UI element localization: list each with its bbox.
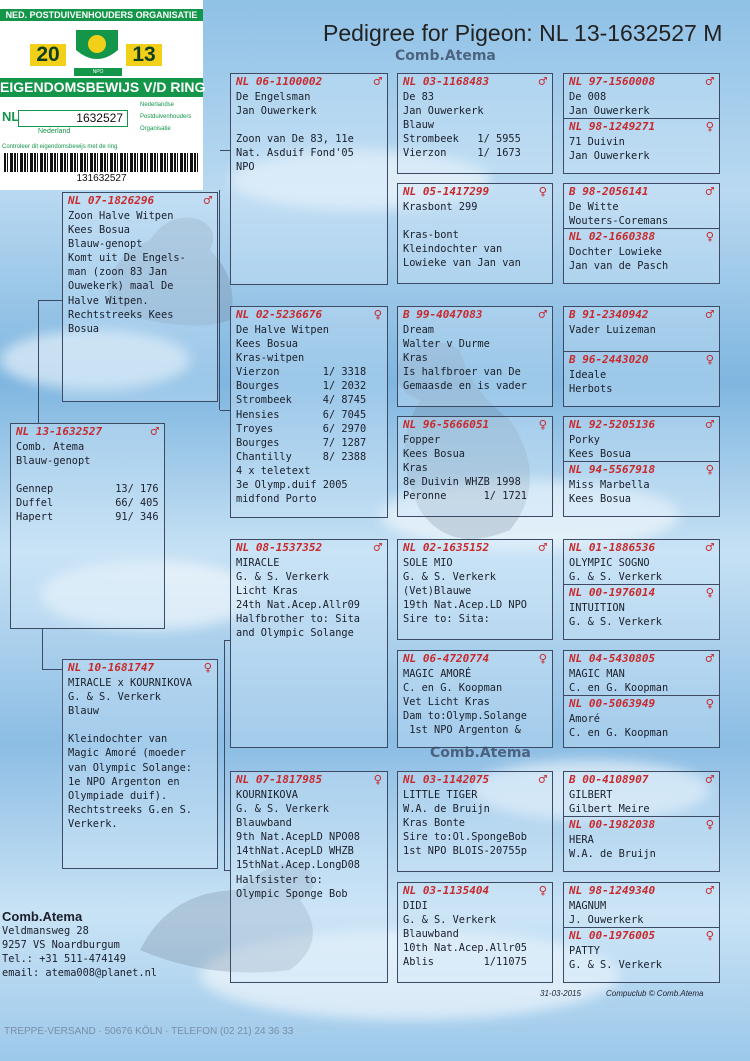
software-credit: Compuclub © Comb.Atema [606, 989, 704, 998]
ring-number: NL 03-1142075 [403, 773, 490, 786]
subject-pigeon-card [10, 423, 165, 629]
male-icon: ♂ [203, 193, 212, 209]
detail-line: 4 x teletext [236, 464, 311, 477]
connector-line [42, 629, 43, 669]
detail-line: Vierzon 1/ 3318 [236, 366, 367, 379]
detail-line: Jan Ouwerkerk [236, 105, 317, 118]
ownership-label: EIGENDOMSBEWIJS V/D RING [0, 79, 206, 95]
detail-line: 71 Duivin [569, 136, 625, 149]
detail-line: Wouters-Coremans [569, 215, 669, 228]
ancestor-pair-card [563, 882, 720, 983]
ring-number: NL 08-1537352 [236, 541, 323, 554]
detail-line: Licht Kras [236, 585, 298, 598]
ring-year-left: 20 [30, 44, 66, 66]
female-icon: ♀ [705, 119, 714, 136]
owner-name: Comb.Atema [2, 909, 83, 924]
detail-line: Blauw [68, 705, 99, 718]
detail-line: Is halfbroer van De [403, 366, 521, 379]
connector-line [42, 669, 62, 670]
detail-line: Vet Licht Kras [403, 696, 490, 709]
ring-number: NL 92-5205136 [569, 418, 656, 431]
male-icon: ♂ [150, 424, 159, 440]
detail-line: MAGNUM [569, 900, 607, 912]
ring-number: NL 00-1976014 [569, 586, 656, 600]
detail-line: SOLE MIO [403, 557, 453, 569]
detail-line: Blauw-genopt [16, 455, 91, 468]
detail-line: 3e Olymp.duif 2005 [236, 479, 348, 492]
detail-line: Kras [403, 462, 428, 475]
detail-line: Sire to:Ol.SpongeBob [403, 831, 527, 844]
detail-line: De 83 [403, 91, 434, 103]
detail-line: Dam to:Olymp.Solange [403, 710, 527, 723]
ring-number: NL 96-5666051 [403, 418, 490, 431]
detail-line: MAGIC AMORÉ [403, 668, 472, 680]
detail-line: Bosua [68, 322, 99, 335]
detail-line: G. & S. Verkerk [236, 571, 329, 584]
detail-line: Jan Ouwerkerk [403, 105, 484, 118]
detail-line: 14thNat.AcepLD WHZB [236, 845, 354, 858]
mother-pigeon-card [62, 659, 218, 869]
detail-line: Comb. Atema [16, 441, 85, 453]
detail-line: Gennep 13/ 176 [16, 483, 159, 496]
male-icon: ♂ [538, 772, 547, 788]
detail-line: G. & S. Verkerk [569, 571, 662, 584]
grandparent-pigeon-card [230, 539, 388, 748]
detail-line: De Engelsman [236, 91, 311, 103]
detail-line [236, 118, 382, 132]
detail-line: Halfbrother to: Sita [236, 613, 360, 626]
detail-line: 1st NPO Argenton & [403, 724, 521, 737]
detail-line: Zoon Halve Witpen [68, 210, 174, 222]
female-icon: ♀ [373, 307, 382, 323]
ancestor-pair-card [563, 416, 720, 517]
ring-number: NL 02-1635152 [403, 541, 490, 554]
owner-city: 9257 VS Noardburgum [2, 939, 120, 951]
detail-line: Herbots [569, 383, 613, 396]
detail-line: Verkerk. [68, 817, 118, 830]
male-icon: ♂ [373, 74, 382, 90]
ring-number: NL 98-1249340 [569, 884, 656, 897]
detail-line [68, 718, 212, 732]
detail-line: Troyes 6/ 2970 [236, 422, 367, 435]
detail-line: Komt uit De Engels- [68, 252, 186, 265]
detail-line: and Olympic Solange [236, 627, 354, 640]
detail-line: Hapert 91/ 346 [16, 511, 159, 524]
detail-line: Dream [403, 324, 434, 336]
male-icon: ♂ [373, 540, 382, 556]
detail-line: G. & S. Verkerk [68, 691, 161, 704]
connector-line [219, 190, 220, 410]
paper-stamp: TREPPE-VERSAND · 50676 KÖLN · TELEFON (02 21) 24 36 33 [4, 1026, 294, 1037]
barcode-number: 131632527 [76, 173, 127, 184]
ring-number: NL 03-1135404 [403, 884, 490, 897]
detail-line: Vierzon 1/ 1673 [403, 147, 521, 160]
detail-line: Kras [403, 352, 428, 365]
org-line: Organisatie [140, 126, 171, 132]
male-icon: ♂ [705, 417, 714, 433]
ring-emblem-text: NPO [74, 68, 122, 76]
detail-line: MIRACLE x KOURNIKOVA [68, 677, 192, 689]
org-line: Nederlandse [140, 102, 175, 108]
female-icon: ♀ [705, 462, 714, 479]
detail-line: W.A. de Bruijn [569, 848, 656, 861]
great-grandparent-pigeon-card [397, 539, 553, 640]
grandparent-pigeon-card [230, 306, 388, 518]
detail-line: van Olympic Solange: [68, 761, 192, 774]
detail-line: 19th Nat.Acep.LD NPO [403, 599, 527, 612]
ring-number: NL 00-1982038 [569, 818, 656, 832]
male-icon: ♂ [705, 540, 714, 556]
detail-line: Jan Ouwerkerk [569, 105, 650, 118]
detail-line: Olympic Sponge Bob [236, 887, 348, 900]
detail-line: man (zoon 83 Jan [68, 266, 168, 279]
male-icon: ♂ [705, 772, 714, 788]
detail-line: C. en G. Koopman [569, 682, 669, 695]
great-grandparent-pigeon-card [397, 771, 553, 872]
detail-line: (Vet)Blauwe [403, 585, 472, 598]
detail-line: Blauw-genopt [68, 238, 143, 251]
detail-line: midfond Porto [236, 493, 317, 506]
detail-line: Strombeek 4/ 8745 [236, 394, 367, 407]
detail-line: Porky [569, 434, 600, 446]
detail-line: Bourges 7/ 1287 [236, 436, 367, 449]
ancestor-pair-card [563, 183, 720, 284]
detail-line: Blauw [403, 119, 434, 132]
ring-number: NL 06-4720774 [403, 652, 490, 665]
owner-contact [2, 910, 157, 980]
detail-line: Fopper [403, 434, 441, 446]
detail-line: Kees Bosua [569, 448, 631, 461]
ring-number: NL 05-1417299 [403, 185, 490, 198]
male-icon: ♂ [705, 883, 714, 899]
detail-line: Blauwband [403, 928, 459, 941]
grandparent-pigeon-card [230, 73, 388, 285]
detail-line: C. en G. Koopman [403, 682, 503, 695]
detail-line: De Witte [569, 201, 619, 213]
male-icon: ♂ [705, 184, 714, 200]
detail-line: Ouwekerk) maal De [68, 280, 174, 293]
detail-line: Peronne 1/ 1721 [403, 490, 527, 503]
detail-line: 8e Duivin WHZB 1998 [403, 476, 521, 489]
owner-street: Veldmansweg 28 [2, 925, 89, 937]
ancestor-pair-card [563, 650, 720, 748]
ring-year-right: 13 [126, 44, 162, 66]
detail-line: Gemaasde en is vader [403, 380, 527, 393]
ancestor-pair-card [563, 306, 720, 407]
female-icon: ♀ [705, 229, 714, 246]
watermark-text: Comb.Atema [430, 745, 531, 761]
detail-line: G. & S. Verkerk [403, 914, 496, 927]
org-line: Postduivenhouders [140, 114, 192, 120]
detail-line: GILBERT [569, 789, 613, 801]
detail-line: INTUITION [569, 602, 625, 615]
detail-line: 15thNat.Acep.LongD08 [236, 859, 360, 872]
ring-number: B 91-2340942 [569, 308, 649, 321]
female-icon: ♀ [538, 651, 547, 667]
detail-line: 24th Nat.Acep.Allr09 [236, 599, 360, 612]
lion-emblem-icon [70, 24, 124, 68]
detail-line: Kleindochter van [68, 733, 168, 746]
detail-line: Kees Bosua [236, 338, 298, 351]
detail-line: Dochter Lowieke [569, 246, 662, 259]
ring-certificate [0, 0, 206, 190]
great-grandparent-pigeon-card [397, 650, 553, 748]
print-date: 31-03-2015 [540, 989, 581, 998]
detail-line: MIRACLE [236, 557, 280, 569]
connector-line [220, 410, 230, 411]
detail-line: J. Ouwerkerk [569, 914, 644, 927]
connector-line [38, 300, 62, 301]
detail-line: Kees Bosua [68, 224, 130, 237]
detail-line: Duffel 66/ 405 [16, 497, 159, 510]
detail-line [403, 214, 547, 228]
detail-line: PATTY [569, 945, 600, 958]
ring-number: B 99-4047083 [403, 308, 483, 321]
ring-number: NL 04-5430805 [569, 652, 656, 665]
detail-line: Krasbont 299 [403, 201, 478, 213]
great-grandparent-pigeon-card [397, 183, 553, 284]
watermark-text: Comb.Atema [395, 48, 496, 64]
detail-line: Sire to: Sita: [403, 613, 490, 626]
great-grandparent-pigeon-card [397, 416, 553, 517]
ring-number: NL 00-1976005 [569, 929, 656, 943]
detail-line: C. en G. Koopman [569, 727, 669, 740]
female-icon: ♀ [705, 585, 714, 602]
detail-line: G. & S. Verkerk [569, 616, 662, 629]
detail-line: G. & S. Verkerk [569, 959, 662, 972]
detail-line: OLYMPIC SOGNO [569, 557, 650, 569]
owner-email: email: atema008@planet.nl [2, 967, 157, 979]
detail-line: Strombeek 1/ 5955 [403, 133, 521, 146]
ring-org-header: NED. POSTDUIVENHOUDERS ORGANISATIE [0, 9, 203, 21]
ring-number: B 96-2443020 [569, 353, 649, 367]
owner-phone: Tel.: +31 511-474149 [2, 953, 126, 965]
detail-line: Miss Marbella [569, 479, 650, 492]
male-icon: ♂ [705, 307, 714, 323]
female-icon: ♀ [538, 883, 547, 899]
detail-line: HERA [569, 834, 594, 847]
male-icon: ♂ [538, 540, 547, 556]
ancestor-pair-card [563, 539, 720, 640]
ring-number: NL 03-1168483 [403, 75, 490, 88]
ring-number: NL 94-5567918 [569, 463, 656, 477]
detail-line [569, 337, 714, 351]
detail-line: Rechtstreeks Kees [68, 308, 174, 321]
detail-line: Kleindochter van [403, 243, 503, 256]
connector-line [220, 150, 230, 151]
detail-line: Kees Bosua [569, 493, 631, 506]
detail-line: Kras-bont [403, 229, 459, 242]
control-text: Controleer dit eigendomsbewijs met de ring [2, 144, 118, 150]
detail-line: Jan van de Pasch [569, 260, 669, 273]
father-pigeon-card [62, 192, 218, 402]
detail-line: Olympiade duif). [68, 789, 168, 802]
connector-line [38, 300, 39, 423]
ring-number: NL 01-1886536 [569, 541, 656, 554]
female-icon: ♀ [203, 660, 212, 676]
ring-number: NL 02-5236676 [236, 308, 323, 321]
great-grandparent-pigeon-card [397, 73, 553, 174]
female-icon: ♀ [373, 772, 382, 788]
detail-line: Bourges 1/ 2032 [236, 380, 367, 393]
ring-country-code: NL [2, 109, 20, 124]
detail-line: NPO [236, 161, 255, 174]
detail-line: 10th Nat.Acep.Allr05 [403, 942, 527, 955]
ring-number: B 00-4108907 [569, 773, 649, 786]
ring-number: NL 97-1560008 [569, 75, 656, 88]
ring-number: 1632527 [18, 110, 128, 127]
detail-line: Rechtstreeks G.en S. [68, 803, 192, 816]
connector-line [224, 640, 225, 870]
detail-line: Magic Amoré (moeder [68, 747, 186, 760]
ring-number: NL 02-1660388 [569, 230, 656, 244]
male-icon: ♂ [538, 74, 547, 90]
detail-line: 1e NPO Argenton en [68, 775, 180, 788]
great-grandparent-pigeon-card [397, 882, 553, 983]
detail-line: Kras Bonte [403, 817, 465, 830]
detail-line: Kras-witpen [236, 352, 305, 365]
detail-line: De Halve Witpen [236, 324, 329, 336]
detail-line: Zoon van De 83, 11e [236, 133, 354, 146]
ring-number: NL 07-1817985 [236, 773, 323, 786]
detail-line: LITTLE TIGER [403, 789, 478, 801]
detail-line: KOURNIKOVA [236, 789, 298, 801]
detail-line [16, 468, 159, 482]
detail-line: Ideale [569, 369, 607, 382]
detail-line: Walter v Durme [403, 338, 490, 351]
detail-line: DIDI [403, 900, 428, 912]
male-icon: ♂ [538, 307, 547, 323]
detail-line: Vader Luizeman [569, 324, 656, 336]
detail-line: Lowieke van Jan van [403, 257, 521, 270]
ring-number: B 98-2056141 [569, 185, 649, 198]
detail-line: W.A. de Bruijn [403, 803, 490, 816]
detail-line: G. & S. Verkerk [403, 571, 496, 584]
detail-line: Ablis 1/11075 [403, 956, 527, 969]
male-icon: ♂ [705, 74, 714, 90]
detail-line: Gilbert Meire [569, 803, 650, 816]
ring-number: NL 07-1826296 [68, 194, 155, 207]
female-icon: ♀ [705, 352, 714, 369]
detail-line: MAGIC MAN [569, 668, 625, 680]
detail-line: De 008 [569, 91, 607, 103]
ring-number: NL 00-5063949 [569, 697, 656, 711]
female-icon: ♀ [538, 417, 547, 433]
female-icon: ♀ [538, 184, 547, 200]
female-icon: ♀ [705, 696, 714, 713]
great-grandparent-pigeon-card [397, 306, 553, 407]
ring-number: NL 98-1249271 [569, 120, 656, 134]
ring-number: NL 13-1632527 [16, 425, 103, 438]
detail-line: Nat. Asduif Fond'05 [236, 147, 354, 160]
male-icon: ♂ [705, 651, 714, 667]
detail-line: Chantilly 8/ 2388 [236, 450, 367, 463]
ring-country-name: Nederland [38, 128, 71, 135]
barcode [4, 153, 199, 172]
detail-line: G. & S. Verkerk [236, 803, 329, 816]
female-icon: ♀ [705, 928, 714, 945]
detail-line: 1st NPO BLOIS-20755p [403, 845, 527, 858]
detail-line: Halve Witpen. [68, 294, 149, 307]
ancestor-pair-card [563, 771, 720, 872]
detail-line: Halfsister to: [236, 873, 323, 886]
detail-line: Amoré [569, 713, 600, 726]
female-icon: ♀ [705, 817, 714, 834]
detail-line: Hensies 6/ 7045 [236, 408, 367, 421]
page-title: Pedigree for Pigeon: NL 13-1632527 M [323, 20, 723, 46]
grandparent-pigeon-card [230, 771, 388, 983]
ring-number: NL 06-1100002 [236, 75, 323, 88]
detail-line: Blauwband [236, 817, 292, 830]
detail-line: Jan Ouwerkerk [569, 150, 650, 163]
ring-number: NL 10-1681747 [68, 661, 155, 674]
ancestor-pair-card [563, 73, 720, 174]
detail-line: Kees Bosua [403, 448, 465, 461]
detail-line: 9th Nat.AcepLD NPO08 [236, 831, 360, 844]
